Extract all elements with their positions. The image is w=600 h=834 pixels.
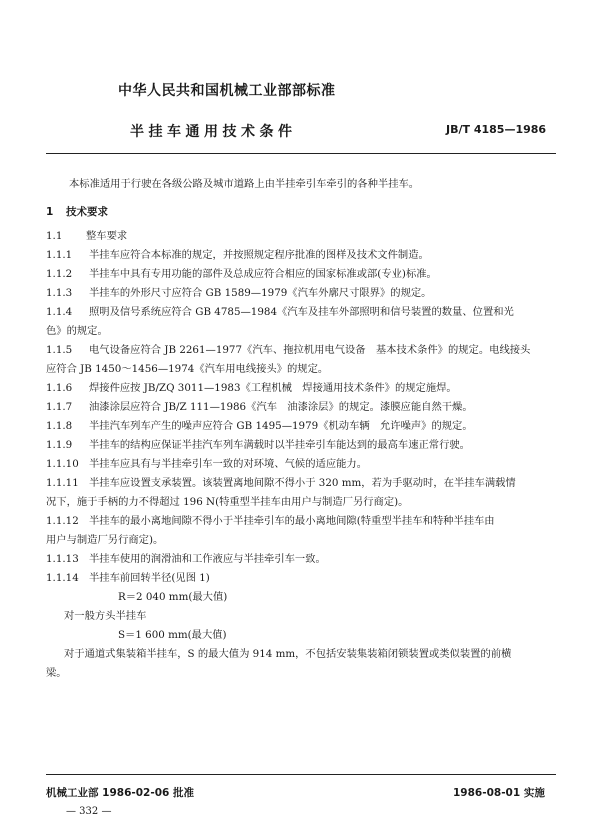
section-1-number: 1 bbox=[46, 206, 54, 218]
formula-radius-s: S＝1 600 mm(最大值) bbox=[118, 629, 227, 641]
subsection-number: 1.1 bbox=[46, 230, 63, 242]
clause-number: 1.1.13 bbox=[46, 553, 79, 565]
clause-number: 1.1.3 bbox=[46, 287, 73, 299]
clause-1-1-7 bbox=[46, 398, 473, 417]
clause-text: 半挂车使用的润滑油和工作液应与半挂牵引车一致。 bbox=[89, 553, 326, 565]
formula-radius-r: R＝2 040 mm(最大值) bbox=[118, 591, 228, 603]
clause-text: 半挂车的外形尺寸应符合 GB 1589—1979《汽车外廓尺寸限界》的规定。 bbox=[89, 287, 432, 299]
square-head-semitrailer-label: 对一般方头半挂车 bbox=[64, 610, 147, 622]
approval-date: 机械工业部 1986-02-06 批准 bbox=[46, 787, 194, 799]
clause-number: 1.1.9 bbox=[46, 439, 73, 451]
clause-1-1-5 bbox=[46, 341, 530, 360]
clause-1-1-1 bbox=[46, 246, 429, 265]
clause-text: 半挂车的最小离地间隙不得小于半挂牵引车的最小离地间隙(特重型半挂车和特种半挂车由 bbox=[89, 515, 495, 527]
clause-1-1-4-cont: 色》的规定。 bbox=[46, 325, 108, 337]
clause-1-1-11-cont: 况下，施于手柄的力不得超过 196 N(特重型半挂车由用户与制造厂另行商定)。 bbox=[46, 496, 409, 508]
section-1-heading bbox=[46, 203, 108, 222]
implementation-date: 1986-08-01 实施 bbox=[453, 787, 545, 799]
clause-1-1-5-cont: 应符合 JB 1450～1456—1974《汽车用电线接头》的规定。 bbox=[46, 363, 329, 375]
clause-text: 半挂车中具有专用功能的部件及总成应符合相应的国家标准或部(专业)标准。 bbox=[89, 268, 437, 280]
section-1-title: 技术要求 bbox=[66, 206, 108, 218]
clause-1-1-11 bbox=[46, 474, 516, 493]
clause-text: 半挂车应设置支承装置。该装置离地间隙不得小于 320 mm，若为手驱动时，在半挂车满载情 bbox=[89, 477, 516, 489]
clause-1-1-14 bbox=[46, 569, 210, 588]
subsection-1-1 bbox=[46, 227, 127, 246]
clause-text: 半挂汽车列车产生的噪声应符合 GB 1495—1979《机动车辆 允许噪声》的规定。 bbox=[89, 420, 473, 432]
clause-number: 1.1.4 bbox=[46, 306, 73, 318]
subsection-title: 整车要求 bbox=[86, 230, 128, 242]
footer-rule bbox=[46, 774, 556, 775]
page-number: — 332 — bbox=[66, 806, 112, 817]
clause-text: 半挂车的结构应保证半挂汽车列车满载时以半挂牵引车能达到的最高车速正常行驶。 bbox=[89, 439, 470, 451]
clause-1-1-10 bbox=[46, 455, 367, 474]
clause-number: 1.1.1 bbox=[46, 249, 73, 261]
header-rule bbox=[46, 153, 556, 154]
clause-number: 1.1.10 bbox=[46, 458, 79, 470]
clause-text: 照明及信号系统应符合 GB 4785—1984《汽车及挂车外部照明和信号装置的数量、位置和光 bbox=[89, 306, 514, 318]
scope-text: 本标准适用于行驶在各级公路及城市道路上由半挂牵引车牵引的各种半挂车。 bbox=[69, 178, 420, 190]
clause-number: 1.1.12 bbox=[46, 515, 79, 527]
issuing-organization: 中华人民共和国机械工业部部标准 bbox=[118, 83, 336, 99]
clause-1-1-6 bbox=[46, 379, 457, 398]
container-semitrailer-note-cont: 梁。 bbox=[46, 667, 67, 679]
clause-number: 1.1.14 bbox=[46, 572, 79, 584]
clause-number: 1.1.7 bbox=[46, 401, 73, 413]
clause-number: 1.1.11 bbox=[46, 477, 79, 489]
clause-text: 电气设备应符合 JB 2261—1977《汽车、拖拉机用电气设备 基本技术条件》的规定。电线接头 bbox=[89, 344, 531, 356]
clause-1-1-13 bbox=[46, 550, 326, 569]
clause-1-1-9 bbox=[46, 436, 470, 455]
clause-1-1-3 bbox=[46, 284, 431, 303]
clause-1-1-12 bbox=[46, 512, 495, 531]
clause-1-1-4 bbox=[46, 303, 514, 322]
clause-number: 1.1.8 bbox=[46, 420, 73, 432]
clause-text: 油漆涂层应符合 JB/Z 111—1986《汽车 油漆涂层》的规定。漆膜应能自然干燥。 bbox=[89, 401, 473, 413]
clause-number: 1.1.6 bbox=[46, 382, 73, 394]
clause-1-1-2 bbox=[46, 265, 437, 284]
clause-text: 半挂车应具有与半挂牵引车一致的对环境、气候的适应能力。 bbox=[89, 458, 368, 470]
clause-number: 1.1.2 bbox=[46, 268, 73, 280]
clause-text: 半挂车应符合本标准的规定，并按照规定程序批准的图样及技术文件制造。 bbox=[89, 249, 429, 261]
clause-text: 半挂车前回转半径(见图 1) bbox=[89, 572, 210, 584]
clause-text: 焊接件应按 JB/ZQ 3011—1983《工程机械 焊接通用技术条件》的规定施焊。 bbox=[89, 382, 457, 394]
clause-number: 1.1.5 bbox=[46, 344, 73, 356]
standard-number: JB/T 4185—1986 bbox=[446, 123, 547, 136]
standard-title: 半挂车通用技术条件 bbox=[130, 124, 297, 140]
container-semitrailer-note: 对于通道式集装箱半挂车，S 的最大值为 914 mm，不包括安装集装箱闭锁装置或类似装置的前横 bbox=[64, 648, 512, 660]
clause-1-1-12-cont: 用户与制造厂另行商定)。 bbox=[46, 534, 164, 546]
clause-1-1-8 bbox=[46, 417, 473, 436]
